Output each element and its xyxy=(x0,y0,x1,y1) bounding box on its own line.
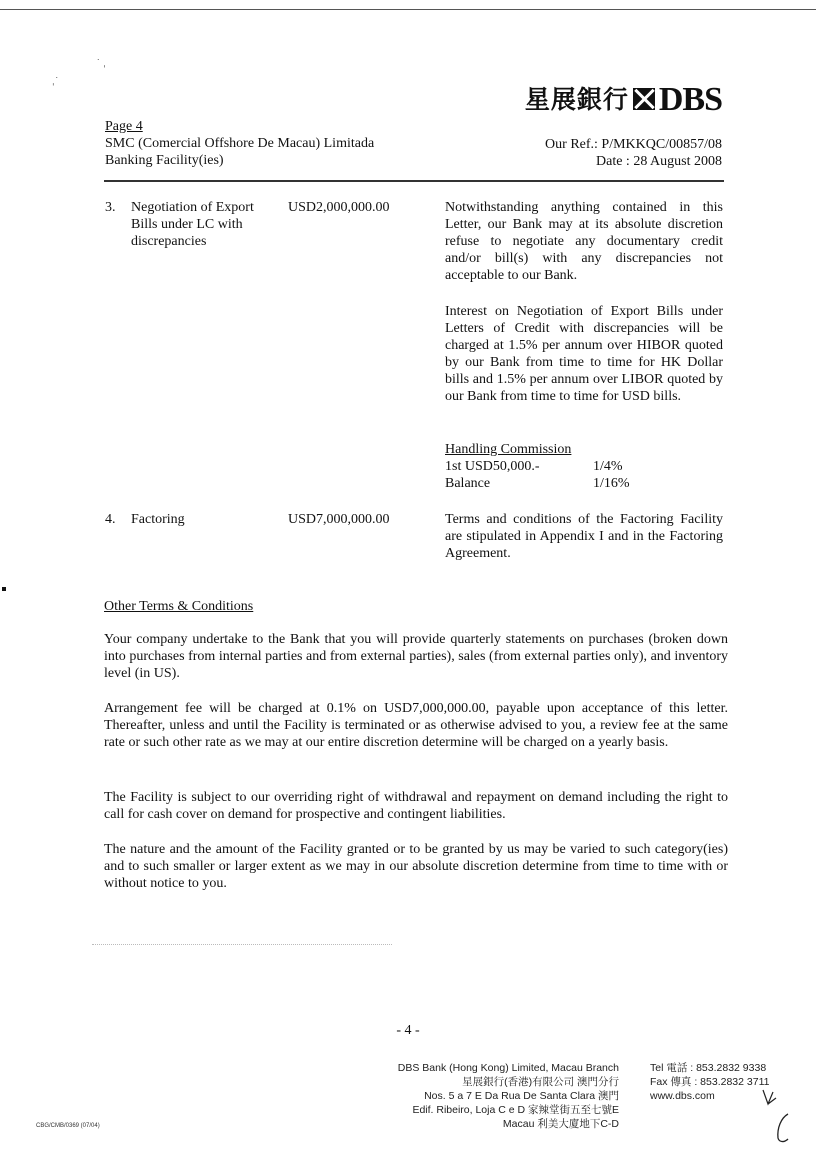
handling-commission-title: Handling Commission xyxy=(445,442,572,457)
facility-number: 3. xyxy=(105,200,116,215)
footer-address: DBS Bank (Hong Kong) Limited, Macau Branch 星展銀行(香港)有限公司 澳門分行 Nos. 5 a 7 E Da Rua De Santa Clara 澳門 Edif. Ribeiro, Loja C e D 家辣堂街五至七號E Macau 利美大廈地下C-D xyxy=(397,1062,619,1130)
commission-row: Balance 1/16% xyxy=(445,476,630,491)
handwritten-page-mark-icon xyxy=(772,1112,794,1146)
letter-date: Date : 28 August 2008 xyxy=(596,154,722,169)
scan-speck: ˙ ˌ xyxy=(96,59,106,69)
facility-paragraph: Notwithstanding anything contained in this Letter, our Bank may at its absolute discretion refuse to negotiate any documentary credit and/or bill(s) with any discrepancies not acceptable to our Bank. xyxy=(445,200,723,283)
letter-header-left xyxy=(105,118,374,169)
page-number: - 4 - xyxy=(396,1023,420,1038)
footer-tel: Tel 電話 : 853.2832 9338 xyxy=(650,1062,767,1074)
dbs-logo xyxy=(524,80,722,118)
letter-header-right xyxy=(545,136,722,170)
footer-fax: Fax 傳真 : 853.2832 3711 xyxy=(650,1076,770,1088)
facility-paragraph: Interest on Negotiation of Export Bills under Letters of Credit with discrepancies will be charged at 1.5% per annum over HIBOR quoted by our Bank from time to time for HK Dollar bills and 1.5% per annum over LIBOR quoted by our Bank from time to time for USD bills. xyxy=(445,304,723,404)
header-rule xyxy=(104,180,724,182)
footer-web: www.dbs.com xyxy=(650,1090,715,1102)
initials-mark-icon xyxy=(760,1088,780,1110)
facility-description xyxy=(445,511,723,562)
letter-subject: Banking Facility(ies) xyxy=(105,153,224,168)
page-label: Page 4 xyxy=(105,119,143,134)
facility-name: Factoring xyxy=(131,512,185,527)
terms-paragraph: The nature and the amount of the Facility granted or to be granted by us may be varied to such category(ies) and to such smaller or larger extent as we may in our absolute discretion determine from time to time with or without notice to you. xyxy=(104,842,728,891)
scan-mark xyxy=(2,587,6,591)
dbs-x-icon xyxy=(633,88,655,110)
facility-amount: USD2,000,000.00 xyxy=(288,200,390,215)
facility-number: 4. xyxy=(105,512,116,527)
logo-english-name: DBS xyxy=(658,80,722,118)
our-reference: Our Ref.: P/MKKQC/00857/08 xyxy=(545,137,722,152)
commission-row: 1st USD50,000.- 1/4% xyxy=(445,459,623,474)
terms-paragraph: The Facility is subject to our overriding right of withdrawal and repayment on demand including the right to call for cash cover on demand for prospective and contingent liabilities. xyxy=(104,790,728,822)
logo-chinese-name: 星展銀行 xyxy=(524,84,629,114)
facility-name: Negotiation of Export Bills under LC with discrepancies xyxy=(131,200,254,249)
scan-dotted-line xyxy=(92,944,392,945)
footer-contacts xyxy=(650,1061,769,1103)
company-name: SMC (Comercial Offshore De Macau) Limitada xyxy=(105,136,375,151)
facility-interest-terms xyxy=(445,303,723,405)
form-code: CBG/CMB/0369 (07/04) xyxy=(36,1123,100,1129)
terms-paragraph: Your company undertake to the Bank that you will provide quarterly statements on purchases (broken down into purchases from internal parties and from external parties), sales (from external parties only), and inventory level (in US). xyxy=(104,632,728,681)
terms-paragraph: Arrangement fee will be charged at 0.1% on USD7,000,000.00, payable upon acceptance of this letter. Thereafter, unless and until the Facility is terminated or as otherwise advised to you, a review fee at the same rate or such other rate as we may at our entire discretion determine will be charged on a yearly basis. xyxy=(104,701,728,750)
facility-amount: USD7,000,000.00 xyxy=(288,512,390,527)
facility-paragraph: Terms and conditions of the Factoring Facility are stipulated in Appendix I and in the Factoring Agreement. xyxy=(445,512,723,561)
facility-description xyxy=(445,199,723,284)
other-terms-heading: Other Terms & Conditions xyxy=(104,599,254,614)
scan-speck: ˌ˙ xyxy=(52,77,59,87)
handling-commission-table xyxy=(445,441,723,492)
top-scan-line xyxy=(0,9,816,10)
